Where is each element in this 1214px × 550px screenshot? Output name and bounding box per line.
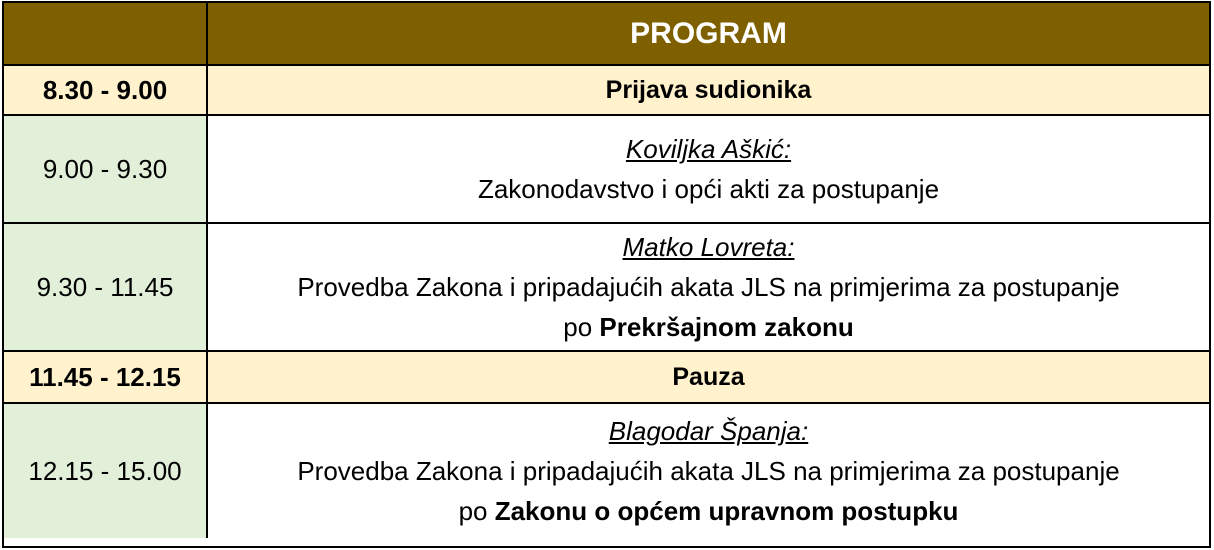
topic-line: Provedba Zakona i pripadajućih akata JLS na primjerima za postupanje xyxy=(297,456,1120,486)
header-title-cell xyxy=(208,3,1209,66)
header-empty-cell xyxy=(4,3,208,66)
topic-line-2 xyxy=(563,307,853,347)
topic-emphasis: Prekršajnom zakonu xyxy=(599,312,854,342)
time-cell xyxy=(4,66,208,116)
topic-emphasis: Zakonu o općem upravnom postupku xyxy=(494,496,959,526)
topic-line-2 xyxy=(459,491,959,531)
time-cell xyxy=(4,352,208,404)
time-cell xyxy=(4,116,208,224)
speaker-name: Koviljka Aškić: xyxy=(625,134,792,164)
topic-prefix: po xyxy=(458,496,488,526)
time-cell xyxy=(4,224,208,352)
time-label: 9.30 - 11.45 xyxy=(36,271,174,302)
time-label: 12.15 - 15.00 xyxy=(28,455,182,486)
topic-line: Zakonodavstvo i opći akti za postupanje xyxy=(477,174,940,204)
program-table xyxy=(2,1,1211,548)
speaker-name: Matko Lovreta: xyxy=(622,232,795,262)
session-label: Prijava sudionika xyxy=(605,75,812,104)
topic-line: Provedba Zakona i pripadajućih akata JLS na primjerima za postupanje xyxy=(297,272,1120,302)
time-label: 11.45 - 12.15 xyxy=(29,361,181,392)
session-cell xyxy=(208,352,1209,404)
session-cell xyxy=(208,66,1209,116)
session-cell xyxy=(208,404,1209,538)
time-label: 9.00 - 9.30 xyxy=(42,153,168,184)
session-cell xyxy=(208,116,1209,224)
time-label: 8.30 - 9.00 xyxy=(42,74,168,105)
page-title: PROGRAM xyxy=(630,16,787,50)
speaker-name: Blagodar Španja: xyxy=(608,416,809,446)
session-label: Pauza xyxy=(672,362,745,391)
topic-prefix: po xyxy=(563,312,593,342)
session-cell xyxy=(208,224,1209,352)
time-cell xyxy=(4,404,208,538)
